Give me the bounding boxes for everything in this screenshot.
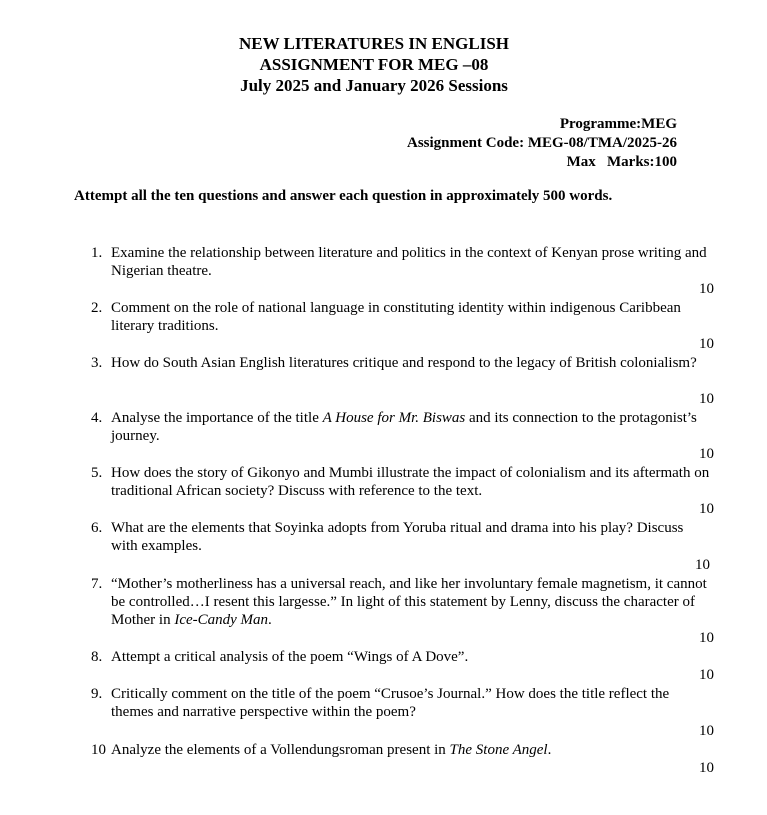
question-number: 6. — [91, 520, 103, 536]
question-marks: 10 — [699, 281, 714, 297]
assignment-code: Assignment Code: MEG-08/TMA/2025-26 — [407, 135, 677, 151]
question-text-part: and its connection to the protagonist’s journey. — [111, 410, 697, 444]
question-number: 7. — [91, 576, 103, 592]
question-text — [111, 575, 711, 629]
question-text — [111, 741, 711, 759]
max-marks: Max Marks:100 — [566, 154, 677, 170]
question-text: Comment on the role of national language in constituting identity within indigenous Caribbean literary traditions. — [111, 300, 681, 334]
book-title: A House for Mr. Biswas — [322, 410, 466, 426]
question-number: 4. — [91, 410, 103, 426]
question-text-part: . — [268, 612, 272, 628]
assignment-heading: ASSIGNMENT FOR MEG –08 — [259, 55, 489, 74]
question-text: How do South Asian English literatures critique and respond to the legacy of British colonialism? — [111, 355, 697, 371]
question-text — [111, 409, 711, 445]
question-marks: 10 — [699, 723, 714, 739]
question-marks: 10 — [699, 760, 714, 776]
question-marks: 10 — [699, 391, 714, 407]
question-text: Attempt a critical analysis of the poem “Wings of A Dove”. — [111, 649, 469, 665]
question-marks: 10 — [699, 630, 714, 646]
session-heading: July 2025 and January 2026 Sessions — [240, 76, 508, 95]
question-text: How does the story of Gikonyo and Mumbi illustrate the impact of colonialism and its aftermath on traditional African society? Discuss with reference to the text. — [111, 465, 710, 499]
book-title: The Stone Angel — [449, 742, 548, 758]
question-number: 2. — [91, 300, 103, 316]
question-marks: 10 — [695, 557, 710, 573]
instruction-text: Attempt all the ten questions and answer each question in approximately 500 words. — [74, 188, 613, 204]
question-number: 3. — [91, 355, 103, 371]
question-text-part: Analyse the importance of the title — [111, 410, 323, 426]
question-text: Critically comment on the title of the poem “Crusoe’s Journal.” How does the title reflect the themes and narrative perspective within the poem? — [111, 686, 670, 720]
question-marks: 10 — [699, 667, 714, 683]
question-text: Examine the relationship between literature and politics in the context of Kenyan prose writing and Nigerian theatre. — [111, 245, 707, 279]
question-number: 5. — [91, 465, 103, 481]
question-text: What are the elements that Soyinka adopts from Yoruba ritual and drama into his play? Discuss with examples. — [111, 520, 684, 554]
question-marks: 10 — [699, 336, 714, 352]
question-number: 8. — [91, 649, 103, 665]
question-number: 9. — [91, 686, 103, 702]
document-title: NEW LITERATURES IN ENGLISH — [238, 34, 510, 53]
programme-label: Programme:MEG — [559, 116, 677, 132]
question-text-part: Analyze the elements of a Vollendungsroman present in — [111, 742, 450, 758]
question-text-part: “Mother’s motherliness has a universal reach, and like her involuntary female magnetism, it cannot be controlled…I resent this largesse.” In light of this statement by Lenny, discuss the character of Mother in — [111, 576, 707, 628]
question-marks: 10 — [699, 501, 714, 517]
question-marks: 10 — [699, 446, 714, 462]
question-number: 10 — [91, 742, 106, 758]
question-number: 1. — [91, 245, 103, 261]
question-text-part: . — [547, 742, 552, 758]
book-title: Ice-Candy Man — [174, 612, 269, 628]
